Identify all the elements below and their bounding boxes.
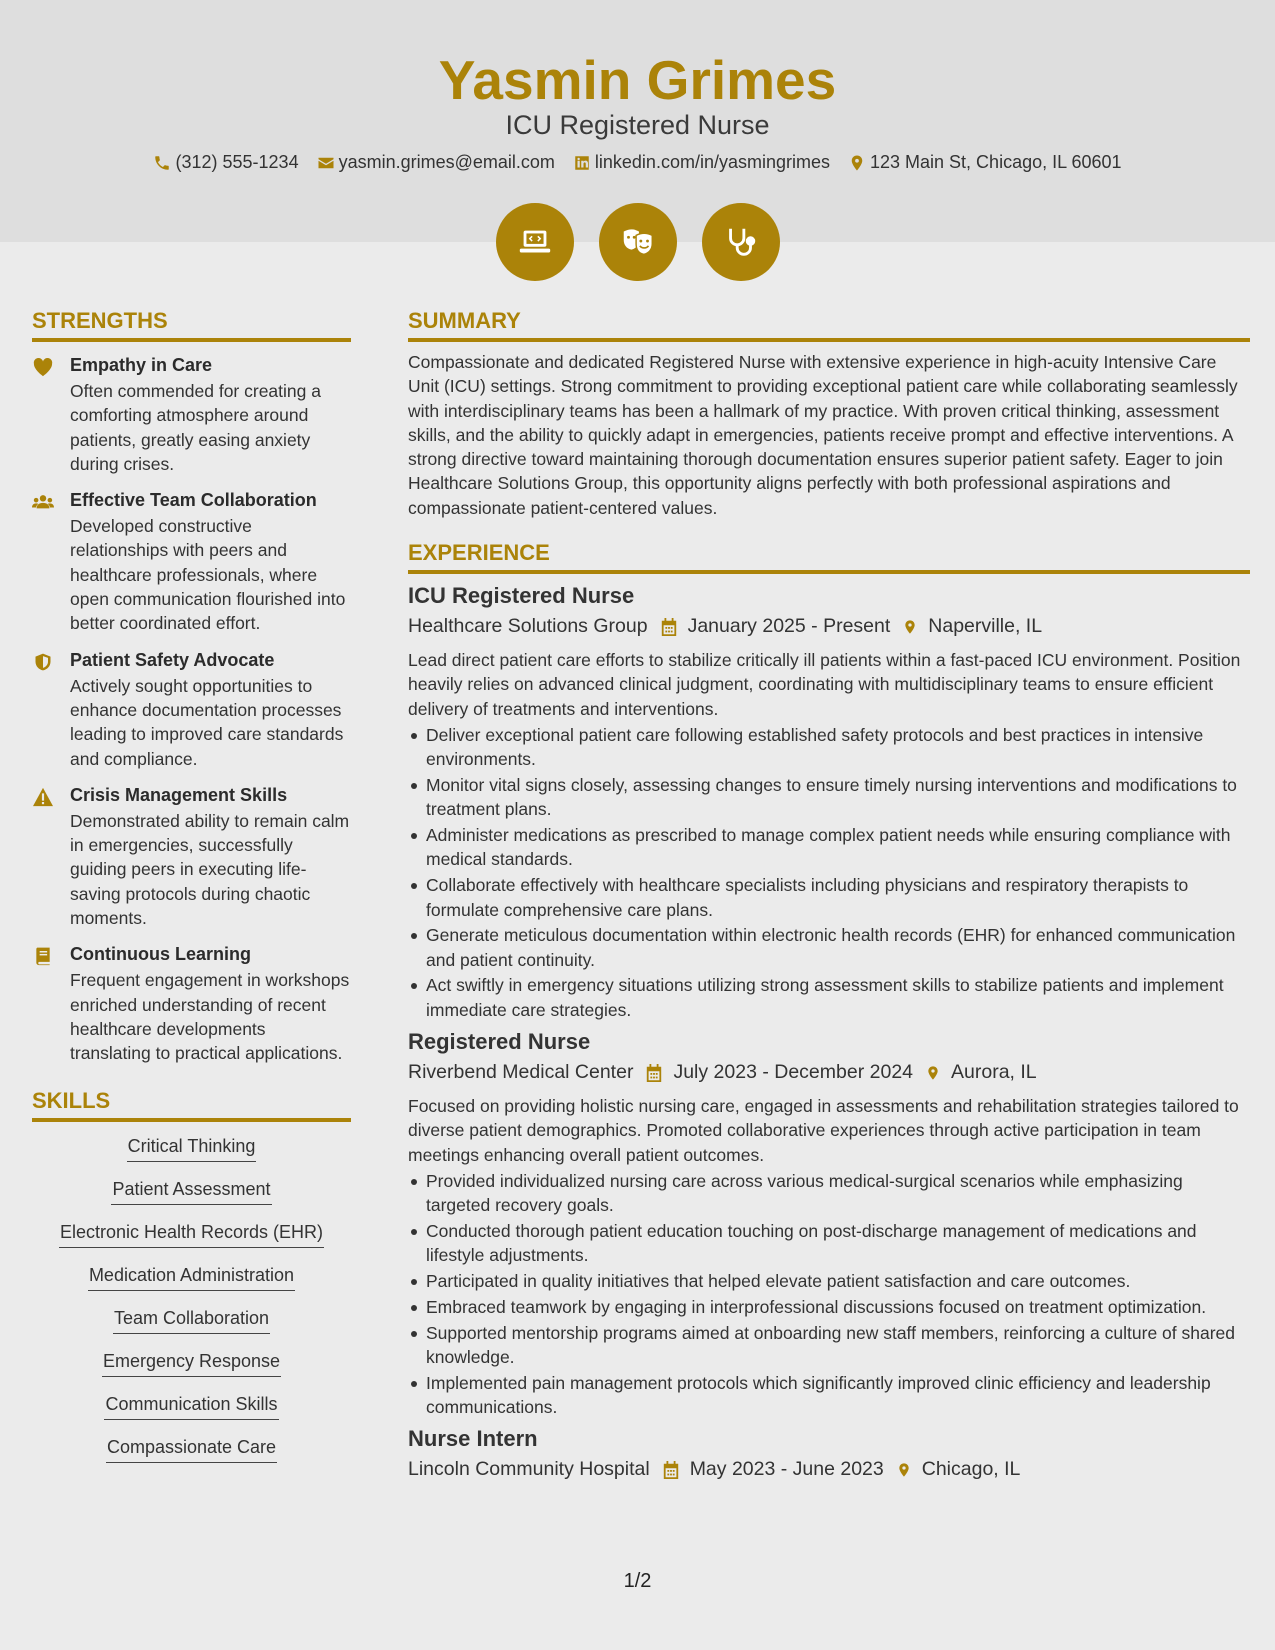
calendar-icon: [660, 617, 678, 637]
strength-item: [32, 943, 351, 1065]
contact-bar: [0, 152, 1275, 173]
strength-item: [32, 354, 351, 476]
strength-title: Patient Safety Advocate: [70, 649, 275, 670]
skills-list: [32, 1134, 351, 1478]
job-meta: [408, 1061, 1250, 1084]
right-column: [408, 308, 1250, 1491]
stethoscope-icon: [702, 203, 780, 281]
strength-desc: Developed constructive relationships with peers and healthcare professionals, where open communication flourished into better coordinated effort.: [70, 516, 346, 634]
shield-icon: [32, 652, 54, 672]
contact-phone: [153, 152, 298, 173]
job-bullets: [408, 1169, 1250, 1419]
skill-tag: Patient Assessment: [111, 1179, 271, 1205]
strength-desc: Often commended for creating a comforting atmosphere around patients, greatly easing anxiety during crises.: [70, 381, 321, 474]
skill-tag: Compassionate Care: [106, 1437, 277, 1463]
users-icon: [32, 492, 54, 512]
job-dates: May 2023 - June 2023: [689, 1458, 884, 1481]
strength-item: [32, 649, 351, 771]
job-entry: [408, 583, 1250, 1022]
bullet-item: Implemented pain management protocols which significantly improved clinic efficiency and leadership communications.: [408, 1371, 1250, 1420]
phone-icon: [153, 154, 171, 172]
skills-heading: SKILLS: [32, 1088, 351, 1122]
strength-title: Effective Team Collaboration: [70, 490, 317, 511]
strength-item: [32, 784, 351, 930]
bullet-item: Monitor vital signs closely, assessing changes to ensure timely nursing interventions and modifications to treatment plans.: [408, 773, 1250, 822]
bullet-item: Supported mentorship programs aimed at onboarding new staff members, reinforcing a culture of shared knowledge.: [408, 1321, 1250, 1370]
skill-tag: Emergency Response: [102, 1351, 281, 1377]
strength-title: Crisis Management Skills: [70, 784, 288, 805]
warning-icon: [32, 787, 54, 807]
experience-heading: EXPERIENCE: [408, 540, 1250, 574]
job-location: Aurora, IL: [951, 1061, 1037, 1084]
bullet-item: Conducted thorough patient education touching on post-discharge management of medications and lifestyle adjustments.: [408, 1219, 1250, 1268]
strength-item: [32, 489, 351, 635]
bullet-item: Provided individualized nursing care across various medical-surgical scenarios while emphasizing targeted recovery goals.: [408, 1169, 1250, 1218]
job-description: Lead direct patient care efforts to stabilize critically ill patients within a fast-paced ICU environment. Position heavily relies on advanced clinical judgment, coordinating with multidisciplinary teams to ensure efficient delivery of treatments and interventions.: [408, 650, 1241, 719]
bullet-item: Embraced teamwork by engaging in interprofessional discussions focused on treatment optimization.: [408, 1295, 1250, 1319]
skill-tag: Critical Thinking: [127, 1136, 257, 1162]
linkedin-link[interactable]: linkedin.com/in/yasmingrimes: [594, 152, 830, 172]
heart-icon: [32, 357, 54, 377]
job-location: Chicago, IL: [921, 1458, 1021, 1481]
strength-desc: Frequent engagement in workshops enriched understanding of recent healthcare developments translating to practical applications.: [70, 970, 350, 1064]
summary-text: Compassionate and dedicated Registered Nurse with extensive experience in high-acuity Intensive Care Unit (ICU) settings. Strong commitment to providing exceptional patient care while collaborating seamlessly with interdisciplinary teams has been a hallmark of my practice. With proven critical thinking, assessment skills, and the ability to quickly adapt in emergencies, patients receive prompt and effective interventions. A strong directive toward maintaining thorough documentation ensures superior patient safety. Eager to join Healthcare Solutions Group, this opportunity aligns perfectly with both professional aspirations and compassionate patient-centered values.: [408, 352, 1238, 518]
candidate-name: Yasmin Grimes: [438, 49, 837, 111]
theater-masks-icon: [599, 203, 677, 281]
job-title: Nurse Intern: [408, 1426, 538, 1452]
strength-desc: Demonstrated ability to remain calm in emergencies, successfully guiding peers in executing life-saving protocols during chaotic moments.: [70, 810, 350, 929]
map-marker-icon: [925, 1063, 941, 1083]
page-number: 1/2: [623, 1570, 652, 1592]
job-meta: [408, 615, 1250, 638]
job-bullets: [408, 723, 1250, 1022]
skill-tag: Medication Administration: [88, 1265, 295, 1291]
contact-linkedin[interactable]: [573, 152, 830, 173]
skill-tag: Electronic Health Records (EHR): [59, 1222, 324, 1248]
job-entry: [408, 1029, 1250, 1419]
book-icon: [32, 946, 54, 966]
job-company: Lincoln Community Hospital: [408, 1458, 650, 1481]
contact-address: [848, 152, 1122, 173]
calendar-icon: [662, 1460, 680, 1480]
job-dates: January 2025 - Present: [687, 615, 891, 638]
bullet-item: Administer medications as prescribed to manage complex patient needs while ensuring compliance with medical standards.: [408, 823, 1250, 872]
skill-tag: Communication Skills: [104, 1394, 278, 1420]
bullet-item: Participated in quality initiatives that helped elevate patient satisfaction and care outcomes.: [408, 1269, 1250, 1293]
job-description: Focused on providing holistic nursing care, engaged in assessments and rehabilitation strategies tailored to diverse patient demographics. Promoted collaborative experiences through active participation in team meetings enhancing overall patient outcomes.: [408, 1096, 1239, 1165]
email-link[interactable]: yasmin.grimes@email.com: [338, 152, 555, 172]
job-company: Healthcare Solutions Group: [408, 615, 648, 638]
address-text: 123 Main St, Chicago, IL 60601: [870, 152, 1122, 172]
job-entry: [408, 1426, 1250, 1481]
badge-row: [0, 203, 1275, 281]
map-marker-icon: [896, 1460, 912, 1480]
left-column: [32, 308, 351, 1478]
job-company: Riverbend Medical Center: [408, 1061, 634, 1084]
skill-tag: Team Collaboration: [113, 1308, 270, 1334]
strength-desc: Actively sought opportunities to enhance documentation processes leading to improved care standards and compliance.: [70, 675, 344, 769]
envelope-icon: [317, 154, 335, 172]
job-title: ICU Registered Nurse: [408, 583, 635, 609]
bullet-item: Deliver exceptional patient care following established safety protocols and best practices in intensive environments.: [408, 723, 1250, 772]
job-location: Naperville, IL: [928, 615, 1043, 638]
bullet-item: Collaborate effectively with healthcare specialists including physicians and respiratory therapists to formulate comprehensive care plans.: [408, 873, 1250, 922]
map-marker-icon: [902, 617, 918, 637]
map-marker-icon: [848, 154, 866, 172]
calendar-icon: [645, 1063, 663, 1083]
bullet-item: Generate meticulous documentation within electronic health records (EHR) for enhanced communication and patient continuity.: [408, 923, 1250, 972]
contact-email[interactable]: [317, 152, 555, 173]
strength-title: Empathy in Care: [70, 355, 213, 375]
laptop-code-icon: [496, 203, 574, 281]
bullet-item: Act swiftly in emergency situations utilizing strong assessment skills to stabilize patients and implement immediate care strategies.: [408, 973, 1250, 1022]
strength-title: Continuous Learning: [70, 944, 251, 965]
strengths-heading: STRENGTHS: [32, 308, 351, 342]
job-dates: July 2023 - December 2024: [673, 1061, 914, 1084]
job-title: Registered Nurse: [408, 1029, 591, 1055]
phone-number: (312) 555-1234: [175, 152, 299, 172]
job-meta: [408, 1458, 1250, 1481]
summary-heading: SUMMARY: [408, 308, 1250, 342]
linkedin-icon: [573, 154, 591, 172]
candidate-role: ICU Registered Nurse: [505, 110, 770, 140]
